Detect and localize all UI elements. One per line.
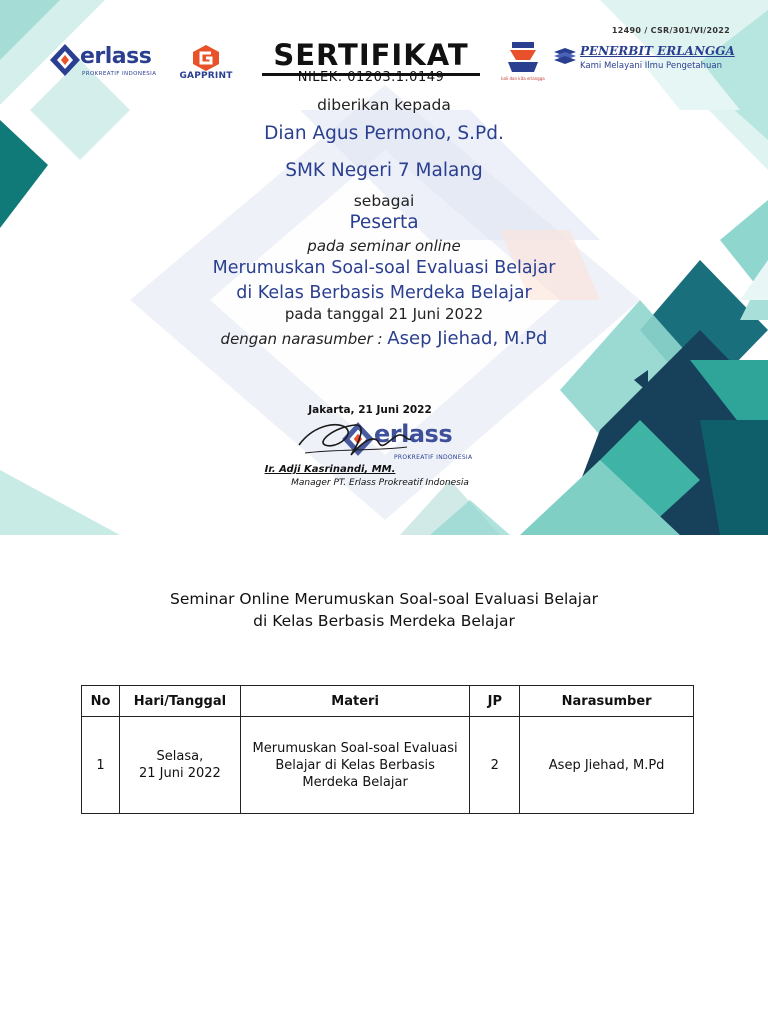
cell-materi-line1: Merumuskan Soal-soal Evaluasi — [252, 740, 458, 756]
speaker-label: dengan narasumber : — [220, 330, 388, 348]
erlangga-emblem-caption: kali dan kita erlangga — [501, 76, 545, 81]
schedule-title-line1: Seminar Online Merumuskan Soal-soal Evaluasi Belajar — [170, 590, 598, 608]
cell-materi-line2: Belajar di Kelas Berbasis — [275, 757, 435, 773]
erlass-subtitle: PROKREATIF INDONESIA — [82, 71, 157, 77]
erlass-stamp-subtitle: PROKREATIF INDONESIA — [394, 454, 473, 461]
gapprint-logo — [172, 44, 240, 84]
cell-no: 1 — [82, 717, 120, 814]
table-row — [82, 717, 694, 814]
penerbit-wordmark: PENERBIT ERLANGGA — [580, 44, 735, 58]
erlass-mark-icon — [48, 42, 82, 78]
schedule-title-line2: di Kelas Berbasis Merdeka Belajar — [253, 612, 515, 630]
as-label: sebagai — [353, 192, 415, 210]
erlass-stamp-wordmark: erlass — [374, 420, 453, 448]
schedule-table — [81, 685, 694, 814]
gapprint-wordmark: GAPPRINT — [179, 71, 233, 81]
header-day-date: Hari/Tanggal — [119, 686, 240, 717]
speaker-line — [0, 328, 768, 349]
cell-materi-line3: Merdeka Belajar — [302, 774, 408, 790]
erlass-wordmark: erlass — [80, 44, 152, 69]
signer-name: Ir. Adji Kasrinandi, MM. — [264, 464, 396, 475]
penerbit-erlangga-logo — [552, 44, 735, 74]
book-icon — [552, 46, 578, 68]
penerbit-tagline: Kami Melayani Ilmu Pengetahuan — [580, 61, 723, 71]
cell-speaker: Asep Jiehad, M.Pd — [520, 717, 694, 814]
header-jp: JP — [470, 686, 520, 717]
header-no: No — [82, 686, 120, 717]
signature-place-date: Jakarta, 21 Juni 2022 — [308, 404, 432, 416]
given-to-label: diberikan kepada — [317, 96, 451, 114]
erlangga-emblem-icon — [500, 40, 546, 76]
institution-name: SMK Negeri 7 Malang — [285, 160, 483, 181]
erlass-logo — [48, 42, 168, 84]
document-number: 12490 / CSR/301/VI/2022 — [611, 26, 730, 35]
cell-day-date — [119, 717, 240, 814]
gapprint-mark-icon — [191, 44, 221, 72]
handwritten-signature — [295, 415, 415, 465]
schedule-title — [0, 588, 768, 632]
table-header-row — [82, 686, 694, 717]
certificate-title: SERTIFIKAT — [262, 38, 480, 76]
erlangga-emblem-logo — [500, 40, 546, 82]
cell-materi — [240, 717, 470, 814]
event-label: pada seminar online — [307, 237, 461, 255]
nilek-number: NILEK: 01203.1.0149 — [297, 70, 445, 85]
speaker-name: Asep Jiehad, M.Pd — [387, 328, 548, 349]
event-title-line2: di Kelas Berbasis Merdeka Belajar — [236, 283, 532, 303]
recipient-name: Dian Agus Permono, S.Pd. — [264, 123, 504, 144]
header-speaker: Narasumber — [520, 686, 694, 717]
event-date-line: pada tanggal 21 Juni 2022 — [284, 305, 484, 323]
event-title-line1: Merumuskan Soal-soal Evaluasi Belajar — [212, 258, 556, 278]
participant-role: Peserta — [349, 212, 419, 233]
header-materi: Materi — [240, 686, 470, 717]
cell-day: Selasa, — [156, 749, 204, 764]
cell-jp: 2 — [470, 717, 520, 814]
cell-date: 21 Juni 2022 — [138, 766, 221, 781]
signer-role: Manager PT. Erlass Prokreatif Indonesia — [291, 478, 469, 488]
